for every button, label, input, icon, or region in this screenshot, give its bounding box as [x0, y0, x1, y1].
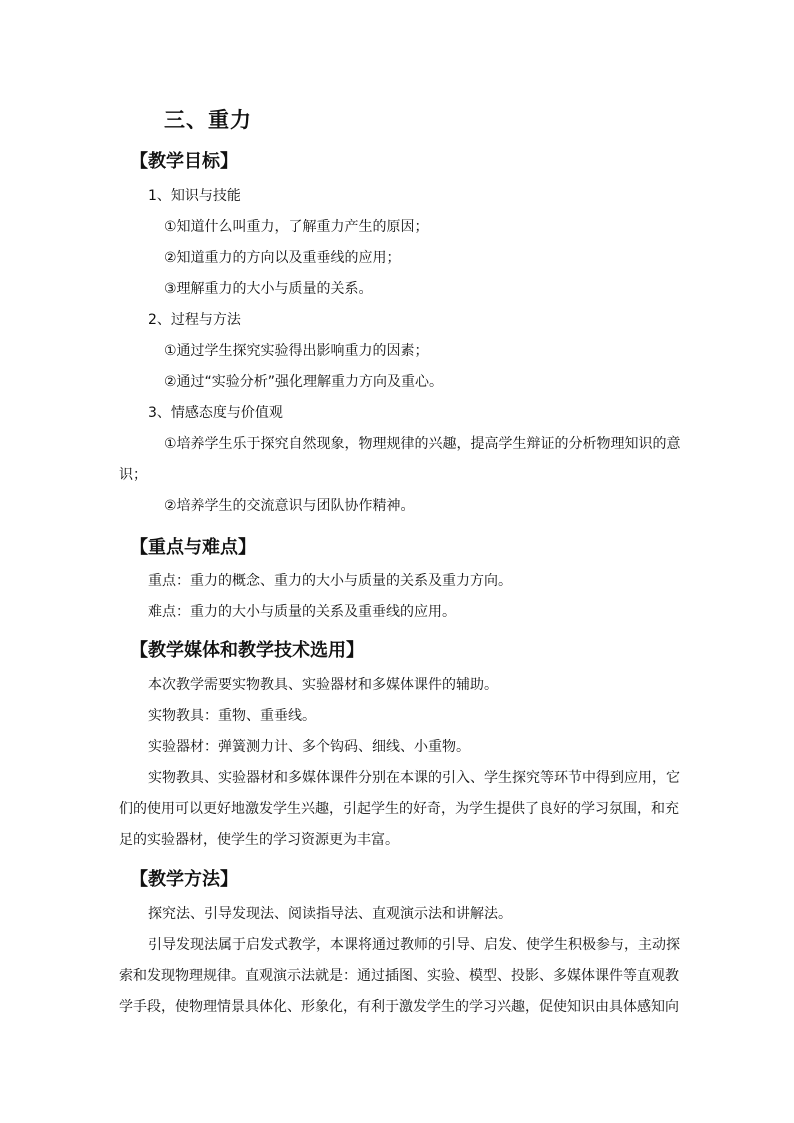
methods-paragraph-1: 探究法、引导发现法、阅读指导法、直观演示法和讲解法。 [148, 906, 512, 922]
section-heading-objectives: 【教学目标】 [130, 151, 238, 172]
methods-paragraph-2-line-3: 学手段，使物理情景具体化、形象化，有利于激发学生的学习兴趣，促使知识由具体感知向 [119, 999, 679, 1015]
media-paragraph-3: 实验器材：弹簧测力计、多个钩码、细线、小重物。 [148, 739, 470, 755]
media-paragraph-4-line-1: 实物教具、实验器材和多媒体课件分别在本课的引入、学生探究等环节中得到应用，它 [148, 770, 680, 786]
objectives-sub1-item-1: ①知道什么叫重力，了解重力产生的原因； [164, 219, 429, 235]
objectives-sub3: 3、情感态度与价值观 [148, 405, 283, 421]
methods-paragraph-2-line-1: 引导发现法属于启发式教学，本课将通过教师的引导、启发、使学生积极参与，主动探 [148, 937, 680, 953]
media-paragraph-4-line-3: 足的实验器材，使学生的学习资源更为丰富。 [119, 832, 399, 848]
objectives-sub3-item-2: ②培养学生的交流意识与团队协作精神。 [164, 498, 415, 514]
objectives-sub1-item-2: ②知道重力的方向以及重垂线的应用； [164, 250, 401, 266]
methods-paragraph-2-line-2: 索和发现物理规律。直观演示法就是：通过插图、实验、模型、投影、多媒体课件等直观教 [119, 968, 679, 984]
objectives-sub3-item-1-line-2: 识； [119, 467, 147, 483]
objectives-sub2-item-1: ①通过学生探究实验得出影响重力的因素； [164, 343, 429, 359]
media-paragraph-2: 实物教具：重物、重垂线。 [148, 708, 316, 724]
document-title: 三、重力 [164, 108, 252, 132]
objectives-sub1-item-3: ③理解重力的大小与质量的关系。 [164, 281, 373, 297]
section-heading-methods: 【教学方法】 [130, 869, 238, 890]
key-point-text: 重点：重力的概念、重力的大小与质量的关系及重力方向。 [148, 573, 512, 589]
difficult-point-text: 难点：重力的大小与质量的关系及重垂线的应用。 [148, 604, 456, 620]
objectives-sub2: 2、过程与方法 [148, 312, 241, 328]
media-paragraph-4-line-2: 们的使用可以更好地激发学生兴趣，引起学生的好奇，为学生提供了良好的学习氛围，和充 [119, 801, 679, 817]
objectives-sub2-item-2: ②通过“实验分析”强化理解重力方向及重心。 [164, 374, 444, 390]
section-heading-key-points: 【重点与难点】 [130, 537, 256, 558]
objectives-sub1: 1、知识与技能 [148, 188, 241, 204]
media-paragraph-1: 本次教学需要实物教具、实验器材和多媒体课件的辅助。 [148, 677, 498, 693]
objectives-sub3-item-1-line-1: ①培养学生乐于探究自然现象，物理规律的兴趣，提高学生辩证的分析物理知识的意 [164, 436, 681, 452]
section-heading-media: 【教学媒体和教学技术选用】 [130, 640, 364, 661]
